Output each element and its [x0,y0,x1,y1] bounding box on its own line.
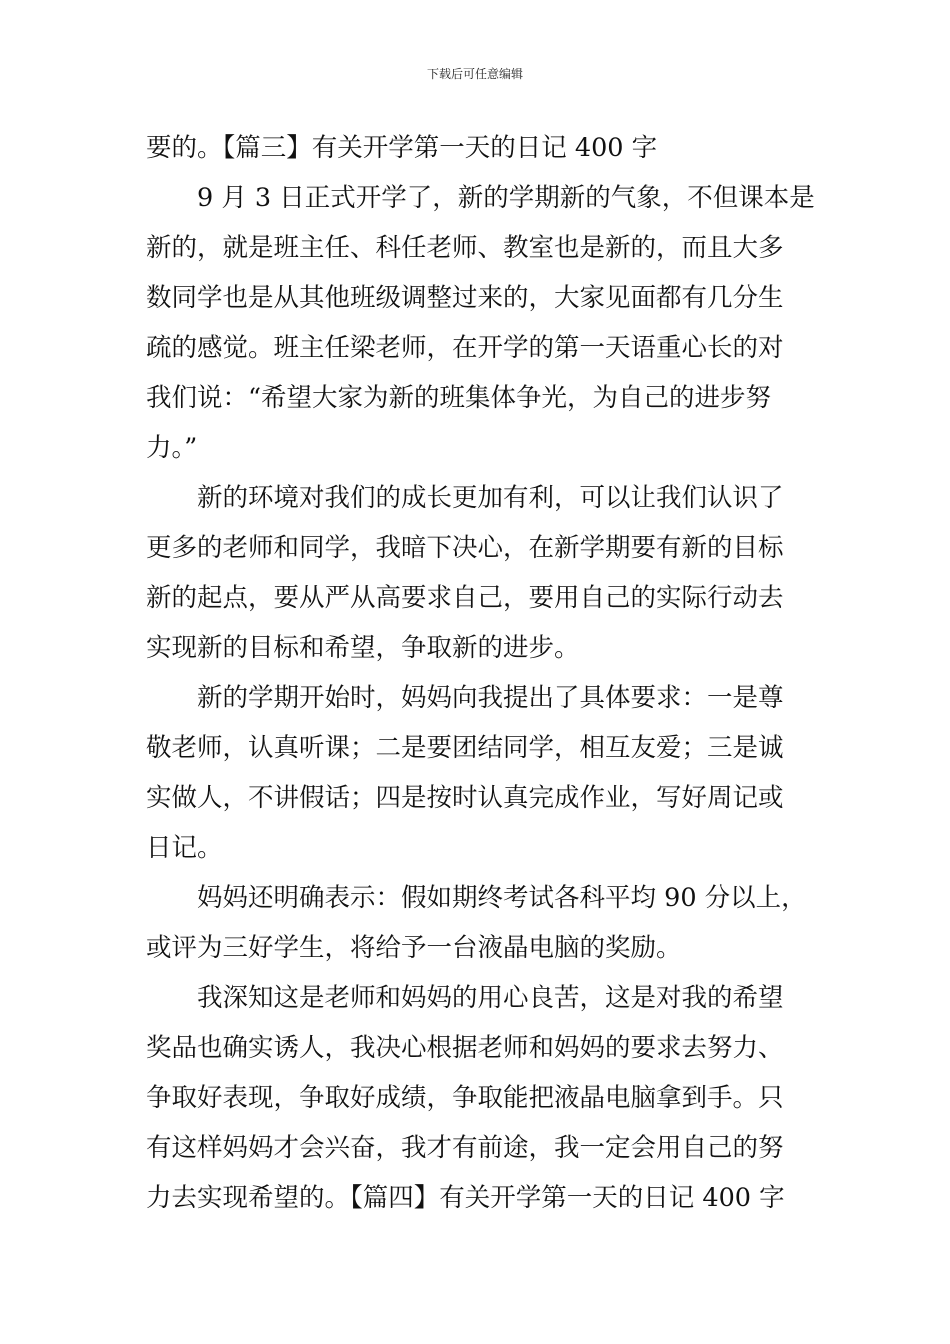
text-line: 新的，就是班主任、科任老师、教室也是新的，而且大多 [146,233,784,263]
text-line: 要的。【篇三】有关开学第一天的日记 400 字 [146,133,658,163]
text-line: 疏的感觉。班主任梁老师，在开学的第一天语重心长的对 [146,333,784,363]
text-line: 我深知这是老师和妈妈的用心良苦，这是对我的希望 [197,983,784,1013]
text-line: 日记。 [146,833,223,863]
text-line: 有这样妈妈才会兴奋，我才有前途，我一定会用自己的努 [146,1133,784,1163]
text-line: 新的环境对我们的成长更加有利，可以让我们认识了 [197,483,784,513]
text-line: 力。” [146,433,198,463]
text-line: 我们说：“希望大家为新的班集体争光，为自己的进步努 [146,383,772,413]
text-line: 9 月 3 日正式开学了，新的学期新的气象，不但课本是 [197,183,815,213]
text-line: 实现新的目标和希望，争取新的进步。 [146,633,580,663]
text-line: 实做人，不讲假话；四是按时认真完成作业，写好周记或 [146,783,784,813]
text-line: 妈妈还明确表示：假如期终考试各科平均 90 分以上， [197,883,807,913]
page-header: 下载后可任意编辑 [426,67,523,81]
text-line: 争取好表现，争取好成绩，争取能把液晶电脑拿到手。只 [146,1083,784,1113]
text-line: 奖品也确实诱人，我决心根据老师和妈妈的要求去努力、 [146,1033,784,1063]
text-line: 更多的老师和同学，我暗下决心，在新学期要有新的目标 [146,533,784,563]
text-line: 力去实现希望的。【篇四】有关开学第一天的日记 400 字 [146,1183,785,1213]
text-line: 数同学也是从其他班级调整过来的，大家见面都有几分生 [146,283,784,313]
text-line: 敬老师，认真听课；二是要团结同学，相互友爱；三是诚 [146,733,784,763]
text-line: 新的学期开始时，妈妈向我提出了具体要求：一是尊 [197,683,784,713]
text-line: 新的起点，要从严从高要求自己，要用自己的实际行动去 [146,583,784,613]
text-line: 或评为三好学生，将给予一台液晶电脑的奖励。 [146,933,682,963]
